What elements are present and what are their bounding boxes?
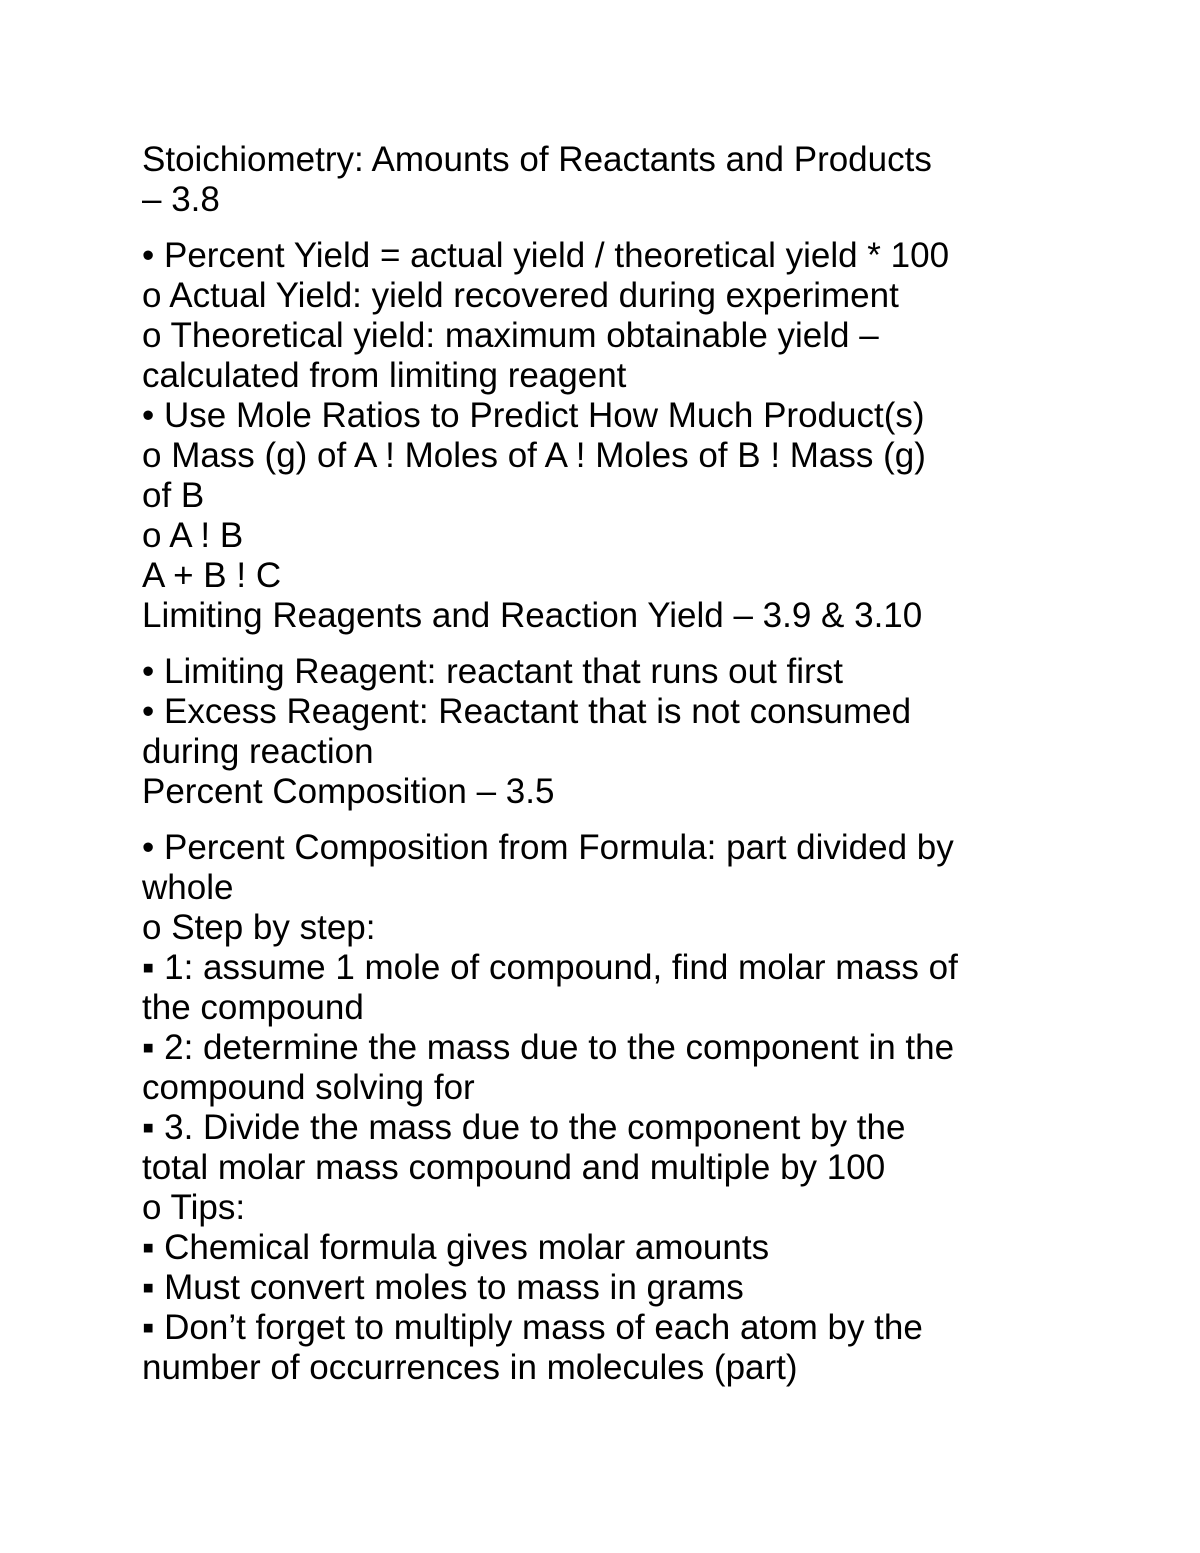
step-item-1: ▪ 1: assume 1 mole of compound, find molar mass of <box>142 948 958 987</box>
tip-item: ▪ Don’t forget to multiply mass of each atom by the <box>142 1308 923 1347</box>
tip-item: ▪ Chemical formula gives molar amounts <box>142 1228 770 1267</box>
sub-bullet-tips: o Tips: <box>142 1188 246 1227</box>
text-line: calculated from limiting reagent <box>142 356 627 395</box>
text-line: the compound <box>142 988 364 1027</box>
sub-bullet-mass-conversion: o Mass (g) of A ! Moles of A ! Moles of B ! Mass (g) <box>142 436 926 475</box>
text-line: compound solving for <box>142 1068 475 1107</box>
section-heading-composition: Percent Composition – 3.5 <box>142 772 555 811</box>
bullet-percent-composition: • Percent Composition from Formula: part divided by <box>142 828 954 867</box>
sub-bullet-step-by-step: o Step by step: <box>142 908 376 947</box>
text-line: total molar mass compound and multiple by 100 <box>142 1148 886 1187</box>
sub-bullet-actual-yield: o Actual Yield: yield recovered during experiment <box>142 276 899 315</box>
reaction-equation: A + B ! C <box>142 556 282 595</box>
text-line: whole <box>142 868 234 907</box>
bullet-mole-ratios: • Use Mole Ratios to Predict How Much Product(s) <box>142 396 925 435</box>
document-body <box>142 140 1072 1388</box>
section-heading-limiting: Limiting Reagents and Reaction Yield – 3.9 & 3.10 <box>142 596 923 635</box>
text-line: of B <box>142 476 205 515</box>
text-line: number of occurrences in molecules (part) <box>142 1348 798 1387</box>
tip-item: ▪ Must convert moles to mass in grams <box>142 1268 744 1307</box>
sub-bullet-theoretical-yield: o Theoretical yield: maximum obtainable yield – <box>142 316 879 355</box>
text-line: during reaction <box>142 732 374 771</box>
bullet-limiting-reagent: • Limiting Reagent: reactant that runs out first <box>142 652 843 691</box>
bullet-excess-reagent: • Excess Reagent: Reactant that is not consumed <box>142 692 912 731</box>
section-heading-stoichiometry: Stoichiometry: Amounts of Reactants and Products <box>142 140 932 179</box>
step-item-3: ▪ 3. Divide the mass due to the component by the <box>142 1108 906 1147</box>
bullet-percent-yield: • Percent Yield = actual yield / theoretical yield * 100 <box>142 236 950 275</box>
section-heading-stoichiometry-cont: – 3.8 <box>142 180 220 219</box>
step-item-2: ▪ 2: determine the mass due to the component in the <box>142 1028 955 1067</box>
sub-bullet-a-to-b: o A ! B <box>142 516 244 555</box>
